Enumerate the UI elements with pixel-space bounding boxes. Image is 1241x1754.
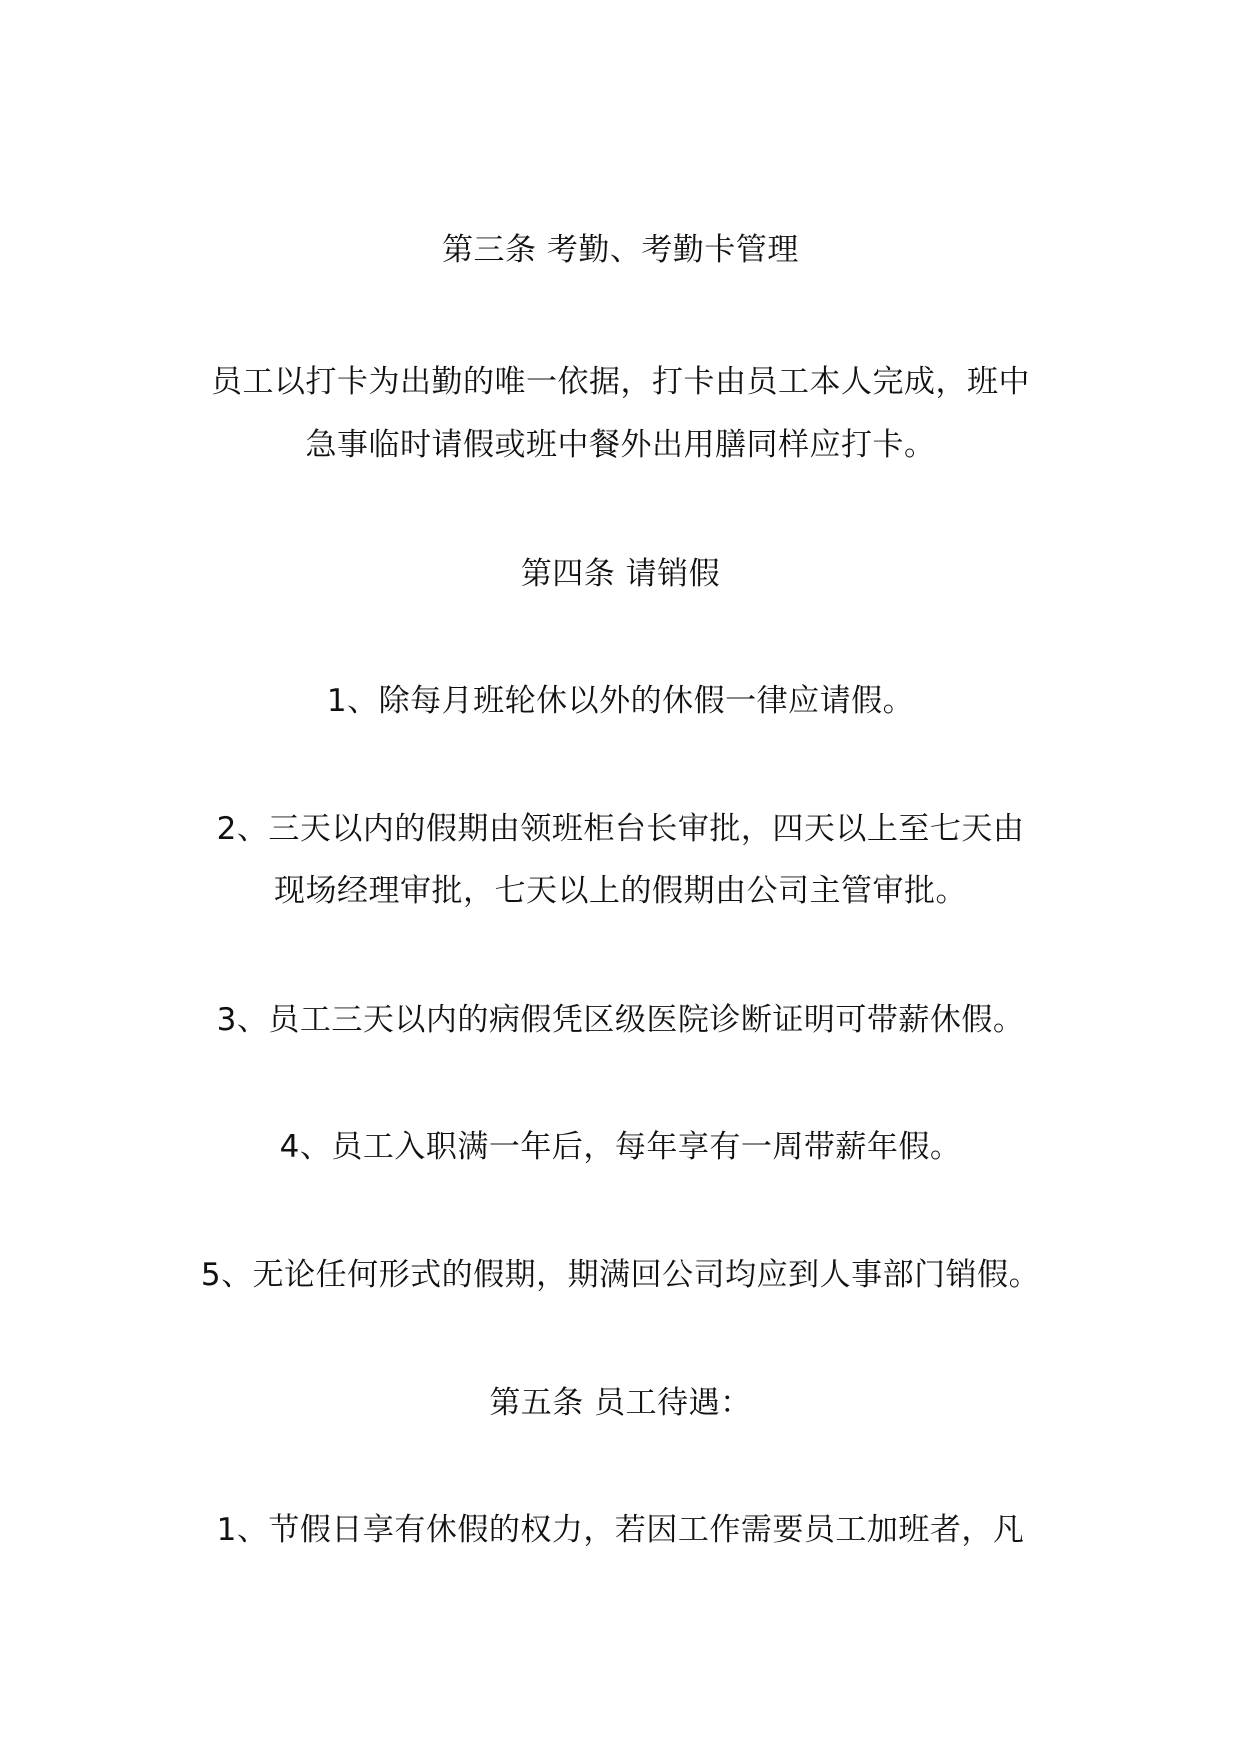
benefit-item-1: 1、节假日享有休假的权力，若因工作需要员工加班者，凡 — [216, 1512, 1025, 1548]
leave-item-3: 3、员工三天以内的病假凭区级医院诊断证明可带薪休假。 — [216, 1002, 1025, 1038]
paragraph-attendance-line-2: 急事临时请假或班中餐外出用膳同样应打卡。 — [305, 427, 936, 463]
leave-item-2-line-1: 2、三天以内的假期由领班柜台长审批，四天以上至七天由 — [216, 811, 1025, 847]
heading-article-3: 第三条 考勤、考勤卡管理 — [442, 232, 799, 268]
leave-item-1: 1、除每月班轮休以外的休假一律应请假。 — [326, 683, 915, 719]
paragraph-attendance-line-1: 员工以打卡为出勤的唯一依据，打卡由员工本人完成，班中 — [211, 364, 1030, 400]
heading-article-5: 第五条 员工待遇： — [489, 1385, 752, 1421]
heading-article-4: 第四条 请销假 — [520, 556, 721, 592]
leave-item-5: 5、无论任何形式的假期，期满回公司均应到人事部门销假。 — [200, 1257, 1041, 1293]
leave-item-2-line-2: 现场经理审批，七天以上的假期由公司主管审批。 — [274, 873, 967, 909]
leave-item-4: 4、员工入职满一年后，每年享有一周带薪年假。 — [279, 1129, 962, 1165]
